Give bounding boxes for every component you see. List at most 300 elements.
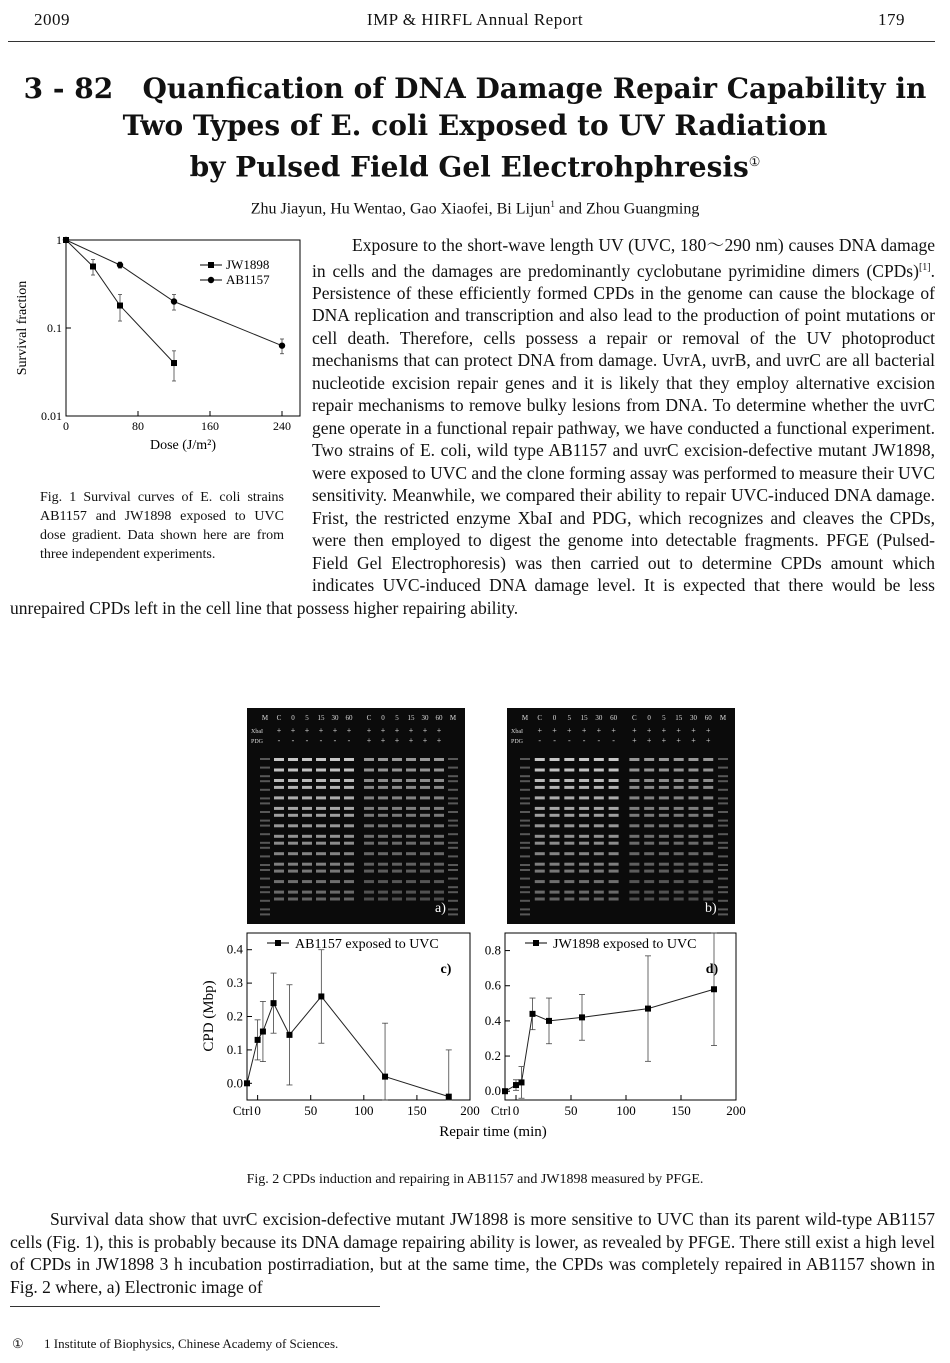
gel-band xyxy=(718,847,728,849)
gel-lane-label: 15 xyxy=(407,714,415,722)
gel-band xyxy=(406,852,416,855)
gel-band xyxy=(448,864,458,866)
gel-band xyxy=(594,807,604,810)
gel-band xyxy=(550,769,560,772)
gel-band xyxy=(520,855,530,857)
fig1-y-tick-label: 0.01 xyxy=(41,409,62,423)
gel-pdg-sign: + xyxy=(632,736,637,745)
gel-band xyxy=(330,863,340,866)
gel-band xyxy=(688,863,698,866)
gel-band xyxy=(288,852,298,855)
gel-band xyxy=(594,786,604,789)
gel-band xyxy=(520,842,530,844)
gel-band xyxy=(535,779,545,782)
gel-band xyxy=(302,814,312,817)
gel-band xyxy=(579,796,589,799)
fig2-data-point xyxy=(244,1080,250,1086)
gel-band xyxy=(718,891,728,893)
gel-band xyxy=(629,796,639,799)
gel-band xyxy=(564,786,574,789)
gel-band xyxy=(330,769,340,772)
gel-band xyxy=(644,758,654,761)
paragraph-1-citation: [1] xyxy=(918,261,931,273)
gel-band xyxy=(406,807,416,810)
gel-band xyxy=(674,891,684,894)
gel-band xyxy=(535,758,545,761)
gel-band xyxy=(344,852,354,855)
gel-band xyxy=(434,814,444,817)
gel-band xyxy=(550,814,560,817)
gel-band xyxy=(330,807,340,810)
gel-band xyxy=(274,870,284,873)
gel-band xyxy=(550,891,560,894)
gel-band xyxy=(718,855,728,857)
gel-band xyxy=(579,852,589,855)
gel-band xyxy=(535,891,545,894)
gel-band xyxy=(718,869,728,871)
gel-band xyxy=(629,852,639,855)
gel-xbai-sign: + xyxy=(581,726,587,735)
gel-band xyxy=(434,779,444,782)
gel-pdg-sign: + xyxy=(691,736,696,745)
gel-band xyxy=(629,891,639,894)
gel-xbai-sign: + xyxy=(380,726,386,735)
authors-last: and Zhou Guangming xyxy=(554,200,700,218)
gel-band xyxy=(330,891,340,894)
gel-band xyxy=(302,842,312,845)
fig2-legend-marker xyxy=(275,940,281,946)
gel-band xyxy=(316,835,326,838)
gel-lane-label: C xyxy=(537,714,543,722)
gel-band xyxy=(392,779,402,782)
gel-band xyxy=(674,796,684,799)
gel-band xyxy=(609,891,619,894)
fig1-x-tick-label: 0 xyxy=(63,419,69,433)
gel-band xyxy=(629,758,639,761)
gel-band xyxy=(378,852,388,855)
gel-band xyxy=(520,758,530,760)
fig2-y-tick-label: 0.6 xyxy=(484,977,501,993)
gel-band xyxy=(364,769,374,772)
gel-band xyxy=(688,852,698,855)
gel-band xyxy=(448,855,458,857)
gel-band xyxy=(260,869,270,871)
gel-band xyxy=(448,780,458,782)
gel-band xyxy=(378,891,388,894)
gel-band xyxy=(260,820,270,822)
fig2-y-tick-label: 0.4 xyxy=(484,1012,501,1028)
gel-band xyxy=(448,869,458,871)
gel-lane-label: 5 xyxy=(662,714,666,722)
gel-band xyxy=(288,891,298,894)
gel-lane-label: 60 xyxy=(610,714,618,722)
gel-band xyxy=(392,870,402,873)
gel-band xyxy=(448,891,458,893)
fig2-x-tick-label: Ctrl xyxy=(490,1103,512,1118)
gel-band xyxy=(520,811,530,813)
gel-band xyxy=(659,769,669,772)
gel-band xyxy=(288,863,298,866)
gel-panel-label: b) xyxy=(705,901,717,916)
gel-band xyxy=(406,891,416,894)
gel-band xyxy=(274,842,284,845)
gel-band xyxy=(302,880,312,883)
gel-band xyxy=(594,880,604,883)
gel-band xyxy=(594,779,604,782)
gel-lane-label: 15 xyxy=(317,714,325,722)
gel-band xyxy=(579,891,589,894)
gel-band xyxy=(406,786,416,789)
fig2-x-tick-label: 0 xyxy=(512,1103,520,1118)
gel-band xyxy=(434,835,444,838)
gel-band xyxy=(644,870,654,873)
fig2-legend-label: JW1898 exposed to UVC xyxy=(553,937,697,952)
gel-lane-label: 60 xyxy=(704,714,712,722)
gel-band xyxy=(629,863,639,866)
gel-band xyxy=(302,824,312,827)
gel-band xyxy=(274,758,284,761)
gel-band xyxy=(520,878,530,880)
figure-2-cpd-charts xyxy=(195,928,755,1146)
gel-pdg-sign: + xyxy=(661,736,667,745)
gel-band xyxy=(564,852,574,855)
gel-band xyxy=(535,796,545,799)
gel-band xyxy=(344,880,354,883)
gel-band xyxy=(550,880,560,883)
gel-band xyxy=(579,807,589,810)
gel-band xyxy=(274,779,284,782)
gel-band xyxy=(674,779,684,782)
gel-band xyxy=(644,852,654,855)
gel-band xyxy=(674,898,684,901)
gel-band xyxy=(448,847,458,849)
gel-band xyxy=(448,775,458,777)
gel-pdg-sign: + xyxy=(408,736,414,745)
gel-band xyxy=(609,807,619,810)
gel-lane-label: M xyxy=(521,714,529,722)
gel-band xyxy=(659,807,669,810)
gel-band xyxy=(644,814,654,817)
gel-band xyxy=(718,878,728,880)
gel-band xyxy=(330,779,340,782)
gel-band xyxy=(688,814,698,817)
gel-band xyxy=(330,870,340,873)
gel-band xyxy=(703,786,713,789)
gel-band xyxy=(406,842,416,845)
fig2-x-tick-label: 150 xyxy=(671,1103,691,1118)
fig1-x-tick-label: 240 xyxy=(273,419,291,433)
fig2-data-point xyxy=(502,1088,508,1094)
gel-pdg-sign: + xyxy=(394,736,400,745)
gel-band xyxy=(406,814,416,817)
gel-band xyxy=(420,835,430,838)
gel-band xyxy=(260,842,270,844)
gel-band xyxy=(448,833,458,835)
gel-band xyxy=(420,758,430,761)
gel-band xyxy=(659,779,669,782)
gel-band xyxy=(364,891,374,894)
gel-band xyxy=(344,758,354,761)
fig2-data-point xyxy=(318,993,324,999)
gel-band xyxy=(302,786,312,789)
gel-band xyxy=(406,835,416,838)
gel-band xyxy=(344,796,354,799)
gel-band xyxy=(644,786,654,789)
gel-band xyxy=(703,842,713,845)
gel-band xyxy=(718,820,728,822)
gel-band xyxy=(344,898,354,901)
fig2-y-tick-label: 0.4 xyxy=(226,941,243,957)
fig2-data-point xyxy=(530,1011,536,1017)
gel-band xyxy=(302,769,312,772)
gel-band xyxy=(344,807,354,810)
gel-band xyxy=(316,842,326,845)
gel-band xyxy=(448,789,458,791)
gel-band xyxy=(579,842,589,845)
gel-band xyxy=(448,908,458,910)
fig2-y-tick-label: 0.1 xyxy=(226,1041,243,1057)
gel-band xyxy=(378,758,388,761)
title-line-2: Two Types of E. coli Exposed to UV Radiation xyxy=(122,109,828,142)
fig2-y-tick-label: 0.8 xyxy=(484,942,501,958)
gel-band xyxy=(330,842,340,845)
fig2-data-point xyxy=(255,1037,261,1043)
gel-xbai-sign: + xyxy=(567,726,572,735)
gel-band xyxy=(594,769,604,772)
gel-band xyxy=(674,842,684,845)
gel-lane-label: M xyxy=(719,714,727,722)
gel-band xyxy=(609,824,619,827)
gel-band xyxy=(274,796,284,799)
gel-band xyxy=(520,797,530,799)
gel-band xyxy=(520,869,530,871)
gel-band xyxy=(520,780,530,782)
gel-band xyxy=(260,878,270,880)
gel-band xyxy=(316,891,326,894)
gel-band xyxy=(274,786,284,789)
gel-band xyxy=(609,880,619,883)
gel-band xyxy=(392,842,402,845)
gel-xbai-sign: + xyxy=(676,726,681,735)
gel-band xyxy=(420,863,430,866)
title-line-3: by Pulsed Field Gel Electrohphresis xyxy=(189,150,749,184)
gel-band xyxy=(392,891,402,894)
gel-band xyxy=(579,824,589,827)
gel-pdg-sign: - xyxy=(538,736,542,745)
gel-band xyxy=(688,796,698,799)
gel-band xyxy=(609,796,619,799)
gel-band xyxy=(288,835,298,838)
gel-band xyxy=(564,807,574,810)
gel-band xyxy=(364,852,374,855)
gel-band xyxy=(364,758,374,761)
gel-band xyxy=(364,814,374,817)
gel-xbai-sign: + xyxy=(552,726,557,735)
gel-band xyxy=(364,842,374,845)
gel-band xyxy=(659,758,669,761)
fig2-x-tick-label: 0 xyxy=(254,1103,261,1118)
gel-band xyxy=(579,779,589,782)
gel-band xyxy=(344,842,354,845)
gel-band xyxy=(629,814,639,817)
gel-band xyxy=(629,870,639,873)
gel-band xyxy=(330,835,340,838)
gel-lane-label: 0 xyxy=(291,714,295,722)
gel-band xyxy=(392,786,402,789)
gel-band xyxy=(579,863,589,866)
gel-band xyxy=(434,870,444,873)
gel-band xyxy=(629,807,639,810)
gel-lane-label: 5 xyxy=(305,714,309,722)
header-page-number: 179 xyxy=(878,10,905,29)
fig2-data-point xyxy=(645,1006,651,1012)
gel-band xyxy=(392,835,402,838)
gel-band xyxy=(434,891,444,894)
fig2-data-point xyxy=(546,1018,552,1024)
gel-xbai-sign: + xyxy=(276,726,282,735)
gel-pdg-sign: - xyxy=(333,736,337,745)
gel-band xyxy=(579,880,589,883)
gel-band xyxy=(364,796,374,799)
gel-band xyxy=(330,824,340,827)
gel-band xyxy=(703,870,713,873)
fig2-data-point xyxy=(519,1079,525,1085)
gel-lane-label: 0 xyxy=(647,714,651,722)
gel-band xyxy=(550,842,560,845)
gel-band xyxy=(718,780,728,782)
gel-lane-label: 15 xyxy=(580,714,588,722)
gel-band xyxy=(564,870,574,873)
paragraph-1-part-b: . Persistence of these efficiently formed CPDs in the genome can cause the blockage of DNA replication and transcription and also lead to the production of point mutations or cell death. Therefore, cells possess a repair or removal of the UV photoproduct mechanisms that can protect DNA from damage. UvrA, uvrB, and uvrC are all bacterial nucleotide excision repair genes and it is likely that they employ alternative excision repair mechanisms to remove bulky lesions from DNA. To determine whether the uvrC gene operate in a functional repair pathway, we have conducted a functional experiment. Two strains of E. coli, wild type AB1157 and uvrC excision-defective mutant JW1898, were exposed to UVC and the clone forming assay was performed to measure their UVC sensitivity. Meanwhile, we compared their ability to repair UVC-induced DNA damage. Frist, the restricted enzyme XbaI and PDG, which recognizes and cleaves the CPDs, were then employed to digest the genome into detectable fragments. PFGE (Pulsed-Field Gel Electrophoresis) was then carried out to determine CPDs amount which indicates UVC-induced DNA damage level. It is expected that there would be less unrepaired CPDs left in the cell line that possess higher repairing ability. xyxy=(10,260,936,618)
gel-band xyxy=(344,863,354,866)
gel-band xyxy=(550,852,560,855)
gel-band xyxy=(535,863,545,866)
gel-band xyxy=(520,820,530,822)
fig2-series-line xyxy=(247,996,449,1096)
gel-band xyxy=(316,758,326,761)
gel-band xyxy=(344,835,354,838)
gel-band xyxy=(434,880,444,883)
gel-band xyxy=(535,786,545,789)
gel-band xyxy=(594,898,604,901)
gel-band xyxy=(448,913,458,915)
gel-band xyxy=(644,769,654,772)
gel-band xyxy=(378,824,388,827)
gel-band xyxy=(434,796,444,799)
title-number: 3 - 82 xyxy=(23,72,114,105)
gel-band xyxy=(316,870,326,873)
gel-band xyxy=(550,835,560,838)
gel-band xyxy=(420,870,430,873)
gel-band xyxy=(609,852,619,855)
gel-xbai-sign: + xyxy=(422,726,428,735)
gel-band xyxy=(520,908,530,910)
gel-xbai-sign: + xyxy=(705,726,711,735)
gel-band xyxy=(520,847,530,849)
gel-lane-label: 30 xyxy=(331,714,339,722)
fig2-legend-label: AB1157 exposed to UVC xyxy=(295,937,439,952)
gel-band xyxy=(659,891,669,894)
fig2-data-point xyxy=(260,1029,266,1035)
gel-xbai-sign: + xyxy=(632,726,637,735)
gel-band xyxy=(260,855,270,857)
gel-band xyxy=(674,835,684,838)
gel-band xyxy=(688,891,698,894)
fig2-x-tick-label: 200 xyxy=(460,1103,480,1118)
gel-band xyxy=(260,825,270,827)
fig2-y-tick-label: 0.2 xyxy=(484,1048,501,1064)
gel-band xyxy=(392,796,402,799)
gel-band xyxy=(718,864,728,866)
gel-band xyxy=(406,824,416,827)
gel-pdg-sign: + xyxy=(646,736,652,745)
gel-band xyxy=(302,835,312,838)
gel-xbai-label: XbaI xyxy=(251,729,263,735)
gel-band xyxy=(550,786,560,789)
fig1-legend-label: AB1157 xyxy=(226,272,270,287)
figure-1-caption: Fig. 1 Survival curves of E. coli strains AB1157 and JW1898 exposed to UVC dose gradient. Data shown here are from three independent experiments. xyxy=(40,490,284,562)
gel-band xyxy=(629,880,639,883)
gel-band xyxy=(644,880,654,883)
gel-band xyxy=(674,870,684,873)
gel-band xyxy=(718,842,728,844)
gel-band xyxy=(564,814,574,817)
gel-band xyxy=(703,796,713,799)
gel-band xyxy=(564,769,574,772)
gel-band xyxy=(406,870,416,873)
gel-band xyxy=(364,779,374,782)
fig2-series-line xyxy=(505,989,714,1091)
gel-band xyxy=(420,769,430,772)
gel-band xyxy=(448,900,458,902)
gel-band xyxy=(594,758,604,761)
fig2-data-point xyxy=(286,1032,292,1038)
gel-band xyxy=(629,842,639,845)
gel-band xyxy=(520,789,530,791)
gel-pdg-label: PDG xyxy=(251,739,264,745)
gel-band xyxy=(260,802,270,804)
fig2-data-point xyxy=(711,986,717,992)
header-rule xyxy=(8,41,935,42)
title-footnote-mark: ① xyxy=(748,155,761,170)
gel-xbai-sign: + xyxy=(537,726,543,735)
gel-band xyxy=(392,807,402,810)
gel-band xyxy=(674,814,684,817)
gel-band xyxy=(316,880,326,883)
gel-band xyxy=(364,835,374,838)
gel-band xyxy=(344,814,354,817)
paragraph-1-part-a: Exposure to the short-wave length UV (UVC, 180～290 nm) causes DNA damage in cells and the damages are predominantly cyclobutane pyrimidine dimers (CPDs) xyxy=(312,235,935,281)
gel-band xyxy=(718,802,728,804)
fig2-x-tick-label: 150 xyxy=(407,1103,427,1118)
gel-band xyxy=(448,758,458,760)
gel-xbai-sign: + xyxy=(436,726,442,735)
gel-pdg-sign: + xyxy=(380,736,386,745)
gel-band xyxy=(344,769,354,772)
gel-band xyxy=(535,814,545,817)
gel-band xyxy=(520,886,530,888)
gel-band xyxy=(564,863,574,866)
gel-band xyxy=(330,786,340,789)
gel-band xyxy=(316,779,326,782)
gel-band xyxy=(378,898,388,901)
fig2-x-axis-label: Repair time (min) xyxy=(439,1124,547,1140)
gel-band xyxy=(420,807,430,810)
gel-band xyxy=(274,898,284,901)
gel-pdg-sign: - xyxy=(582,736,586,745)
gel-band xyxy=(448,878,458,880)
gel-band xyxy=(674,769,684,772)
